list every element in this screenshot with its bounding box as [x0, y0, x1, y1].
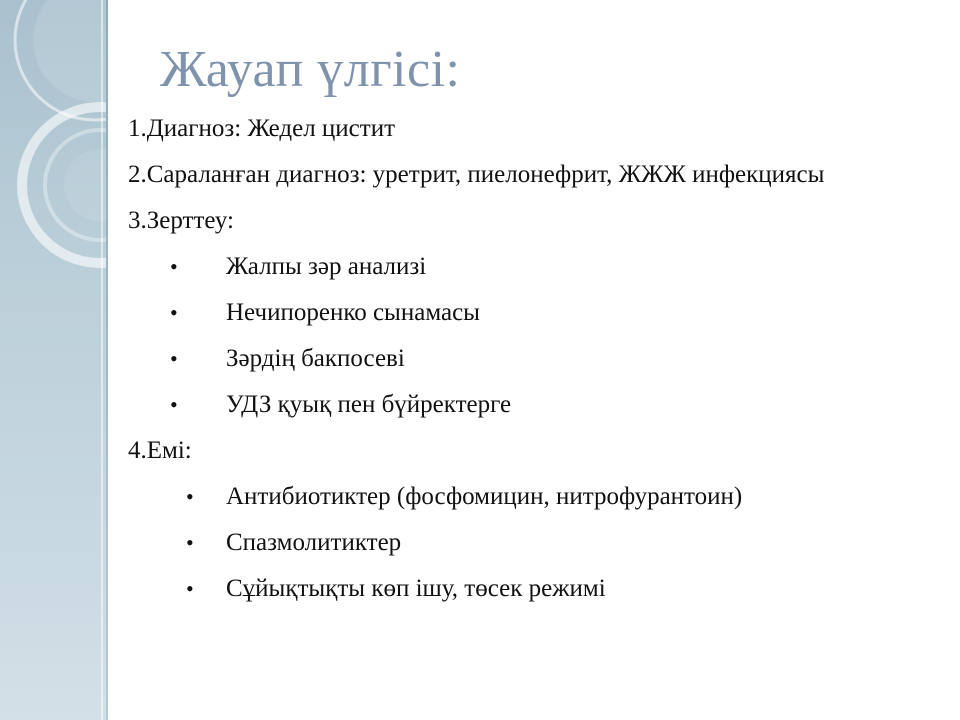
research-list-item	[128, 389, 928, 421]
bullet-icon: •	[186, 576, 194, 601]
research-item-text: Зәрдің бакпосеві	[226, 345, 405, 372]
decorative-circles-graphic	[0, 0, 106, 720]
research-item-text: Нечипоренко сынамасы	[226, 299, 480, 326]
slide-title: Жауап үлгісі:	[160, 41, 461, 98]
treatment-list-item	[128, 481, 928, 513]
bullet-icon: •	[170, 392, 178, 417]
bullet-icon: •	[186, 530, 194, 555]
side-panel-edge	[106, 0, 108, 720]
research-list-item	[128, 297, 928, 329]
bullet-icon: •	[170, 254, 178, 279]
treatment-item-text: Сұйықтықты көп ішу, төсек режимі	[226, 575, 606, 602]
differential-diagnosis-item: 2.Сараланған диагноз: уретрит, пиелонефрит, ЖЖЖ инфекциясы	[128, 161, 825, 188]
research-list-item	[128, 251, 928, 283]
treatment-list-item	[128, 573, 928, 605]
bullet-icon: •	[186, 484, 194, 509]
slide-content	[128, 113, 928, 619]
research-list-item	[128, 343, 928, 375]
treatment-item-text: Спазмолитиктер	[226, 529, 402, 556]
bullet-icon: •	[170, 346, 178, 371]
research-heading: 3.Зерттеу:	[128, 207, 234, 234]
treatment-heading: 4.Емі:	[128, 437, 192, 464]
bullet-icon: •	[170, 300, 178, 325]
treatment-item-text: Антибиотиктер (фосфомицин, нитрофурантоин)	[226, 483, 743, 510]
decorative-side-panel	[0, 0, 106, 720]
diagnosis-item: 1.Диагноз: Жедел цистит	[128, 115, 396, 142]
research-item-text: Жалпы зәр анализі	[226, 253, 427, 280]
research-item-text: УДЗ қуық пен бүйректерге	[226, 391, 512, 418]
treatment-list-item	[128, 527, 928, 559]
